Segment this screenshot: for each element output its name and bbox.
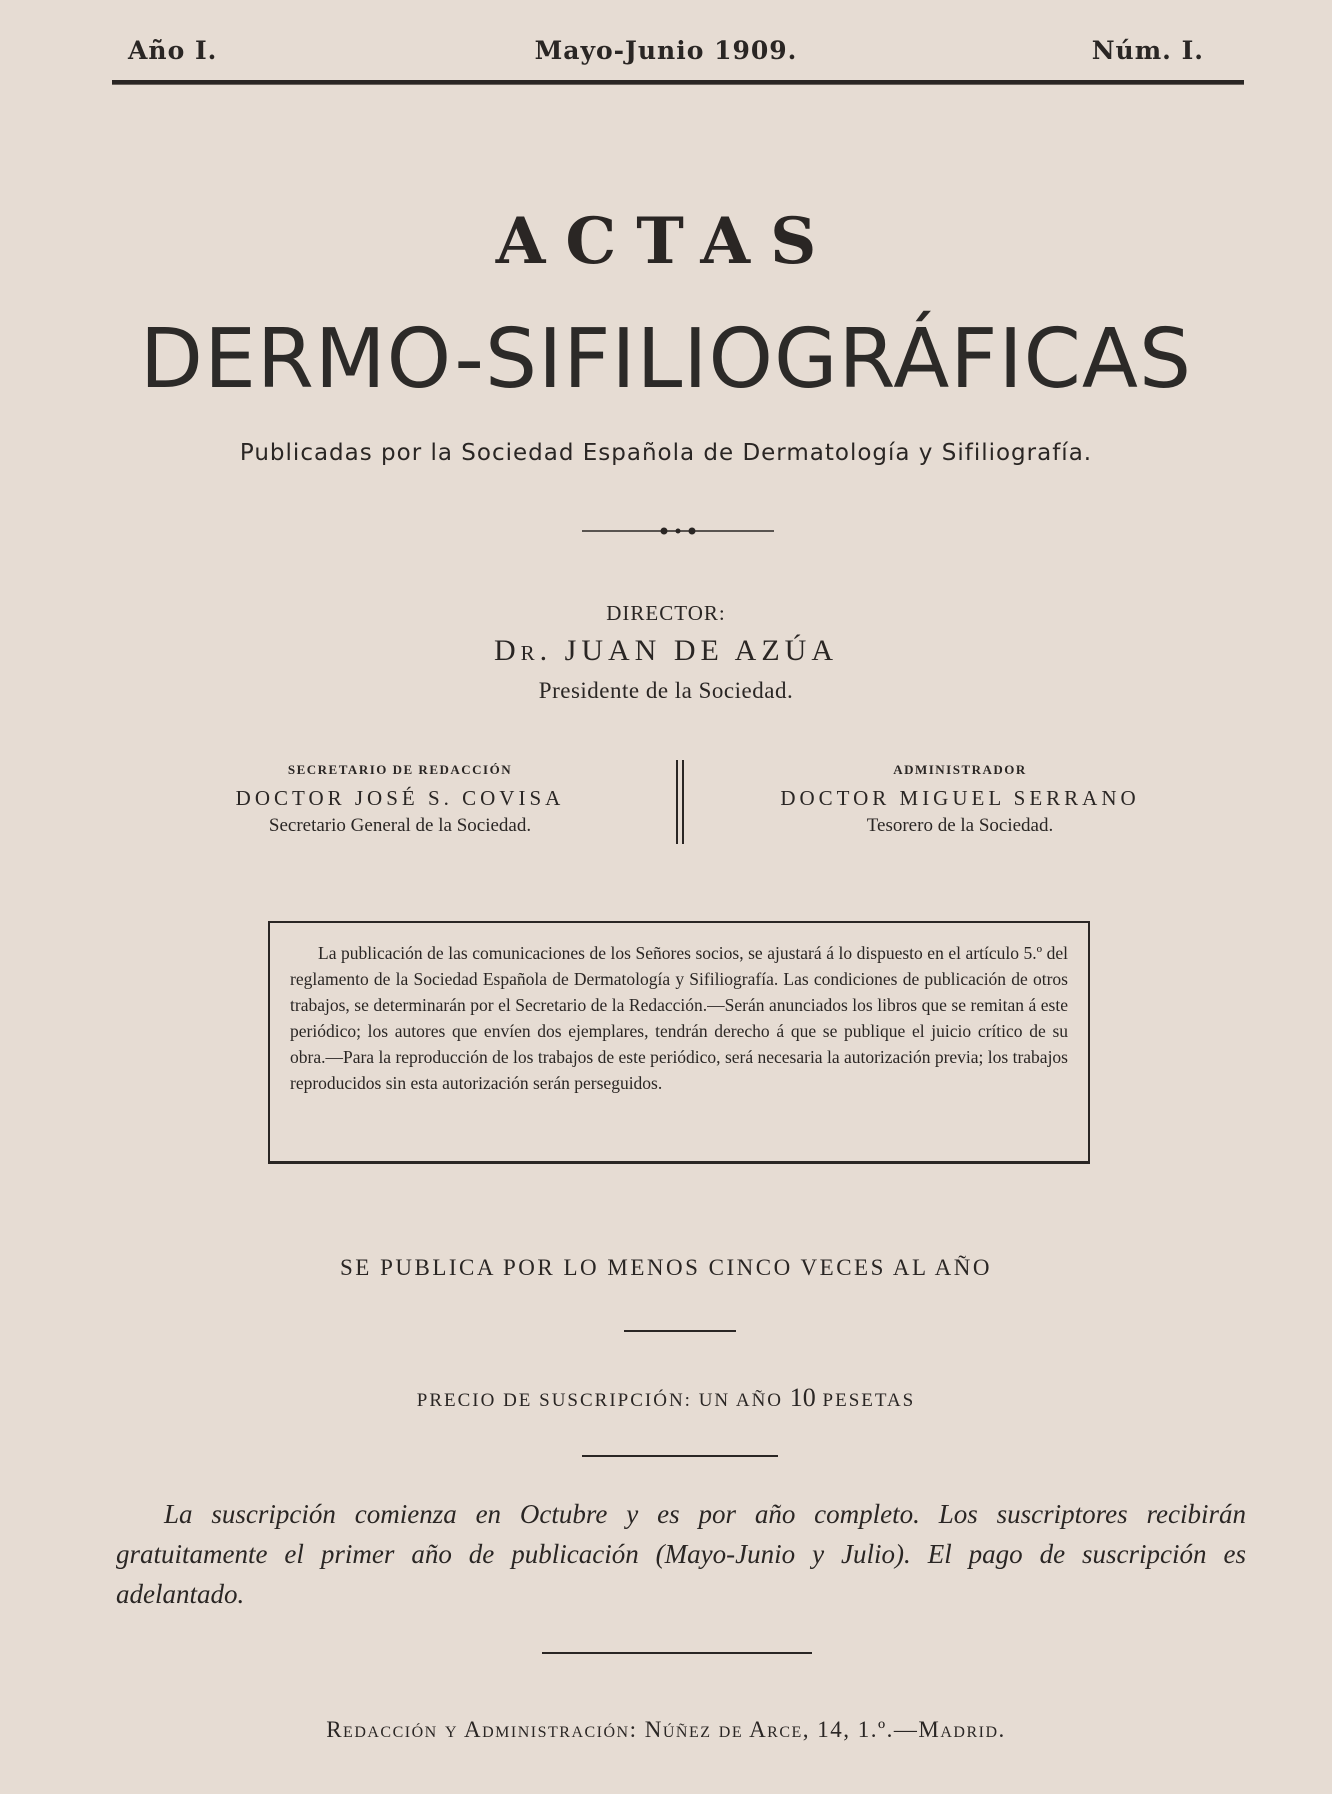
director-role: Presidente de la Sociedad. (538, 678, 794, 703)
column-divider (676, 760, 684, 844)
price-amount: 10 (789, 1383, 816, 1412)
administrator-name: DOCTOR MIGUEL SERRANO (780, 786, 1140, 810)
administrator-block (700, 762, 1220, 837)
header-rule (112, 80, 1244, 85)
divider-rule (624, 1330, 736, 1332)
director-name: Dr. JUAN DE AZÚA (494, 634, 838, 667)
administrator-label: ADMINISTRADOR (893, 762, 1027, 777)
issue-date: Mayo-Junio 1909. (534, 36, 798, 65)
year-label: Año I. (128, 36, 218, 65)
frequency-note: SE PUBLICA POR LO MENOS CINCO VECES AL AÑO (340, 1255, 992, 1280)
administrator-role: Tesorero de la Sociedad. (866, 815, 1054, 836)
ornament-divider (582, 523, 774, 539)
notice-box (268, 921, 1090, 1164)
subtitle: Publicadas por la Sociedad Española de Dermatología y Sifiliografía. (239, 440, 1093, 466)
title-main: DERMO-SIFILIOGRÁFICAS (139, 312, 1193, 407)
footer-address: Redacción y Administración: Núñez de Arce, 14, 1.º.—Madrid. (326, 1717, 1006, 1742)
issue-number: Núm. I. (1091, 36, 1204, 65)
notice-text: La publicación de las comunicaciones de los Señores socios, se ajustará á lo dispuesto en el artículo 5.º del reglamento de la Sociedad Española de Dermatología y Sifiliografía. Las condiciones de publicación de otros trabajos, se determinarán por el Secretario de la Redacción.—Serán anunciados los libros que se remitan á este periódico; los autores que envíen dos ejemplares, tendrán derecho á que se publique el juicio crítico de su obra.—Para la reproducción de los trabajos de este periódico, será necesaria la autorización previa; los trabajos reproducidos sin esta autorización serán perseguidos. (290, 943, 1068, 1093)
title-actas: ACTAS (495, 204, 837, 279)
price-prefix: PRECIO DE SUSCRIPCIÓN: UN AÑO (416, 1390, 784, 1411)
divider-rule (582, 1455, 778, 1457)
price-suffix: PESETAS (822, 1390, 916, 1411)
secretary-role: Secretario General de la Sociedad. (268, 815, 532, 836)
secretary-block (140, 762, 660, 837)
secretary-name: DOCTOR JOSÉ S. COVISA (235, 786, 565, 810)
secretary-label: SECRETARIO DE REDACCIÓN (287, 762, 513, 777)
price-line (0, 1383, 1332, 1413)
divider-rule (542, 1652, 812, 1654)
subscription-note: La suscripción comienza en Octubre y es por año completo. Los suscriptores recibirán gratuitamente el primer año de publicación (Mayo-Junio y Julio). El pago de suscripción es adelantado. (116, 1499, 1246, 1609)
director-label: DIRECTOR: (606, 601, 726, 625)
